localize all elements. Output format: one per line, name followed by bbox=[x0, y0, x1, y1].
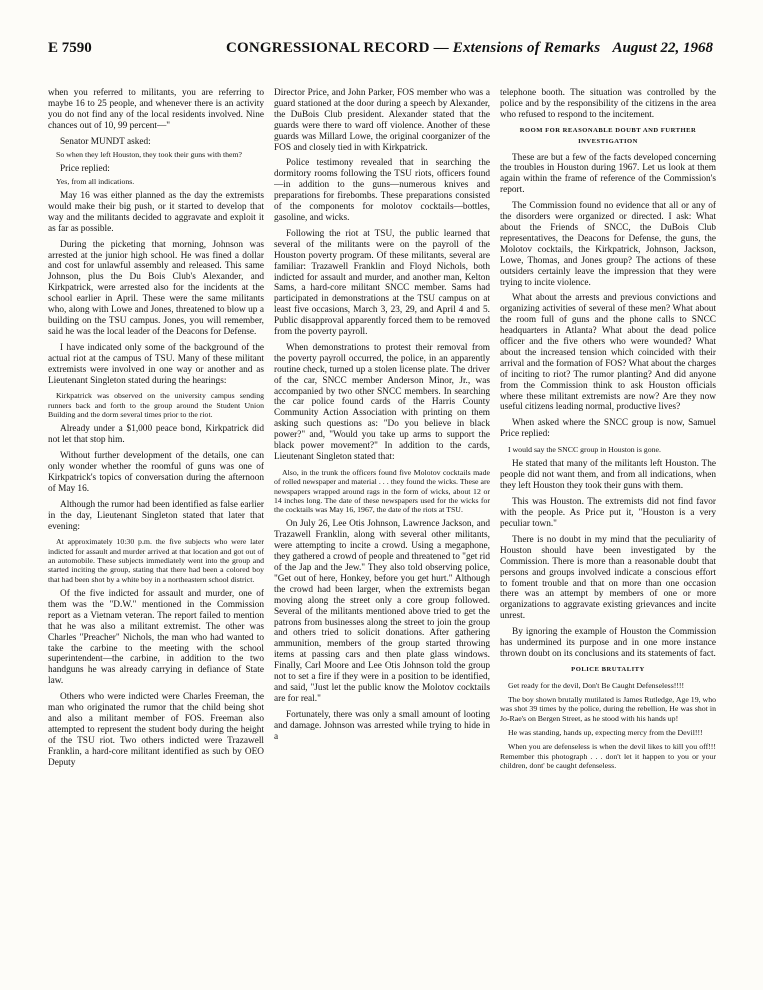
section-heading: POLICE BRUTALITY bbox=[571, 665, 645, 673]
paragraph: Others who were indicted were Charles Freeman, the man who originated the rumor that the child being shot and also a militant member of FOS. Freeman also attempted to represent the student body during the height of the TSU riot. Two others indicted were Trazawell Franklin, a hard-core militant identified as such by OEO Deputy bbox=[48, 692, 264, 768]
paragraph: when you referred to militants, you are referring to maybe 16 to 25 people, and whenever there is an activity you do not find any of the local residents involved. Nine chances out of 10, 99 percent—" bbox=[48, 88, 264, 131]
quoted-text: Yes, from all indications. bbox=[56, 176, 135, 186]
paragraph: During the picketing that morning, Johnson was arrested at the junior high school. He was fined a dollar and cost for unlawful assembly and released. This same Johnson, plus the Du Bois Club's Alexander, and Kirkpatrick, were arrested also for the incidents at the school earlier in April. These were the same militants who, along with Lowe and Jones, threatened to blow up a building on the TSU campus. Jones, you will remember, said he was the local leader of the Deacons for Defense. bbox=[48, 239, 264, 337]
quoted-text: So when they left Houston, they took their guns with them? bbox=[56, 149, 243, 159]
paragraph: There is no doubt in my mind that the peculiarity of Houston should have been investigated by the Commission. There is more than a reasonable doubt that persons and groups involved indicate a conscious effort to foment trouble and that on more than one occasion there was an attempt by members of one or more organizations to aggravate existing grievances and incite unrest. bbox=[500, 534, 716, 622]
paragraph: I have indicated only some of the background of the actual riot at the campus of TSU. Many of these militant extremists were involved in one way or another and as Lieutenant Singleton stated during the hearings: bbox=[48, 342, 264, 386]
paragraph: Without further development of the details, one can only wonder whether the roomful of guns was one of Kirkpatrick's topics of conversation during the afternoon of May 16. bbox=[48, 451, 264, 494]
quoted-text: I would say the SNCC group in Houston is gone. bbox=[508, 445, 661, 455]
quoted-text: He was standing, hands up, expecting mercy from the Devil!!! bbox=[508, 727, 703, 737]
quoted-text: When you are defenseless is when the devil likes to kill you off!!! Remember this photograph . . . don't let it happen to you or your children, dont' be caught defenseless. bbox=[500, 742, 716, 770]
paragraph: By ignoring the example of Houston the Commission has undermined its purpose and in one more instance thrown doubt on its conclusions and its statements of fact. bbox=[500, 627, 716, 659]
paragraph: telephone booth. The situation was controlled by the police and by the responsibility of the citizens in the area who refused to respond to the incitement. bbox=[500, 88, 716, 120]
paragraph: Fortunately, there was only a small amount of looting and damage. Johnson was arrested while trying to hide in a bbox=[274, 709, 490, 742]
paragraph: May 16 was either planned as the day the extremists would make their big push, or it started to develop that way and the militants decided to aggravate and exploit it as far as possible. bbox=[48, 191, 264, 234]
paragraph: When demonstrations to protest their removal from the poverty payroll occurred, the police, in an apparently routine check, turned up a stolen license plate. The driver of the car, SNCC member Anderson Minor, Jr., was accompanied by two other SNCC members. In searching the car police found cards of the Harris County Community Action Association with printing on them asking such questions as: "Do you believe in black power?" and, "Would you take up arms to support the black power movement?" In addition to the cards, Lieutenant Singleton stated that: bbox=[274, 342, 490, 462]
paragraph: Police testimony revealed that in searching the dormitory rooms following the TSU riots, officers found—in addition to the guns—numerous knives and preparations for firebombs. These preparations consisted of the components for molotov cocktails—bottles, gasoline, and wicks. bbox=[274, 158, 490, 223]
column-2 bbox=[274, 88, 490, 980]
issue-date: August 22, 1968 bbox=[612, 40, 713, 56]
paragraph: He stated that many of the militants left Houston. The people did not want them, and from all indications, when they left Houston they took their guns with them. bbox=[500, 459, 716, 492]
column-3 bbox=[500, 88, 716, 980]
paragraph: The Commission found no evidence that all or any of the disorders were organized or directed. I ask: What about the Friends of SNCC, the DuBois Club representatives, the Deacons for Defense, the guns, the Molotov cocktails, the Kirkpatrick, Johnson, Jackson, Lowe, Thomas, and Jones group? The actions of these outsiders certainly leave the impression that they were trying to incite violence. bbox=[500, 201, 716, 288]
paragraph: This was Houston. The extremists did not find favor with the people. As Price put it, "Houston is a very peculiar town." bbox=[500, 497, 716, 530]
speaker-line: Senator MUNDT asked: bbox=[60, 136, 151, 147]
speaker-line: Price replied: bbox=[60, 163, 110, 174]
publication-title bbox=[226, 40, 600, 57]
paragraph: On July 26, Lee Otis Johnson, Lawrence Jackson, and Trazawell Franklin, along with several other militants, were attempting to incite a crowd. Using a megaphone, they gathered a crowd of people and threatened to "get rid of the Jap and the Jew." They also told observing police, "Get out of here, Honkey, before you get hurt." Although the crowd had been larger, when the extremists began moving along the street only a core group followed. Several of the militants mentioned above tried to get the patrons from businesses along the street to join the group and others tried to solicit donations. After gathering ammunition, members of the group started throwing items at passing cars and then plate glass windows. Finally, Carl Moore and Lee Otis Johnson told the group not to set a fire if they were in a position to be identified, and said, "Just let the public know the Molotov cocktails are for real." bbox=[274, 519, 490, 704]
quoted-text: At approximately 10:30 p.m. the five subjects who were later indicted for assault and murder arrived at that location and got out of an automobile. These subjects immediately went into the group and started inciting the group, stating that there had been a colored boy that had been shot by a white boy in a northeastern school district. bbox=[48, 537, 264, 584]
publication-section: Extensions of Remarks bbox=[452, 40, 601, 56]
paragraph: Of the five indicted for assault and murder, one of them was the "D.W." mentioned in the Commission report as a Vietnam veteran. The report failed to mention that he was also a militant extremist. The other was Charles "Preacher" Nichols, the man who had wanted to take the carbine to the meeting with the school superintendent—the carbine, in addition to the two handguns he was already carrying in defiance of State law. bbox=[48, 588, 264, 687]
paragraph: Although the rumor had been identified as false earlier in the day, Lieutenant Singleton stated that later that evening: bbox=[48, 499, 264, 532]
section-heading: ROOM FOR REASONABLE DOUBT AND FURTHER INVESTIGATION bbox=[519, 126, 697, 145]
paragraph: What about the arrests and previous convictions and organizing activities of several of these men? What about the room full of guns and the phone calls to SNCC headquarters in Atlanta? What about the dead police officer and the five others who were wounded? What about the increased tension which coincided with their arrival and the formation of FOS? What about the charges of inciting to riot? The rumor planting? And did anyone from the Commission think to ask Houston officials where these militant extremists are now? Are they now useful citizens leading normal, productive lives? bbox=[500, 293, 716, 413]
paragraph: When asked where the SNCC group is now, Samuel Price replied: bbox=[500, 418, 716, 440]
page-header bbox=[48, 40, 713, 60]
column-1 bbox=[48, 88, 264, 980]
page-number: E 7590 bbox=[48, 40, 92, 56]
paragraph: These are but a few of the facts developed concerning the troubles in Houston during 1967. Let us look at them again within the frame of reference of the Commission's report. bbox=[500, 152, 716, 196]
quoted-text: Get ready for the devil, Don't Be Caught Defenseless!!!! bbox=[508, 680, 685, 690]
paragraph: Director Price, and John Parker, FOS member who was a guard stationed at the door during a speech by Alexander, the DuBois Club president. Alexander stated that the guards were there to ward off violence. Another of these guards was Millard Lowe, the original coorganizer of the FOS and closely tied in with Kirkpatrick. bbox=[274, 88, 490, 153]
paragraph: Following the riot at TSU, the public learned that several of the militants were on the payroll of the Houston poverty program. Of these militants, several are familiar: Trazawell Franklin and Floyd Nichols, both indicted for assault and murder, and another man, Kelton Sams, a hard-core militant SNCC member. Sams had participated in demonstrations at the TSU campus on at least five occasions, March 3, 23, 29, and April 4 and 5. Public disapproval apparently forced them to be removed from the poverty payroll. bbox=[274, 228, 490, 338]
paragraph: Already under a $1,000 peace bond, Kirkpatrick did not let that stop him. bbox=[48, 424, 264, 446]
quoted-text: Kirkpatrick was observed on the university campus sending runners back and forth to the group around the Student Union Building and the dorm several times prior to the riot. bbox=[48, 391, 264, 420]
publication-title-main: CONGRESSIONAL RECORD — bbox=[226, 40, 449, 56]
article-body bbox=[48, 88, 718, 980]
quoted-text: The boy shown brutally mutilated is James Rutledge, Age 19, who was shot 39 times by the police, during the rebellion, He was shot in Jo-Rae's on Bergen Street, as he stood with his hands up! bbox=[500, 695, 716, 723]
quoted-text: Also, in the trunk the officers found five Molotov cocktails made of rolled newspaper and material . . . they found the wicks. These are newspapers wrapped around rags in the form of wicks, about 12 or 14 inches long. The date of these newspapers used for the wicks for the cocktails was May 16, 1967, the date of the riots at TSU. bbox=[274, 467, 490, 515]
